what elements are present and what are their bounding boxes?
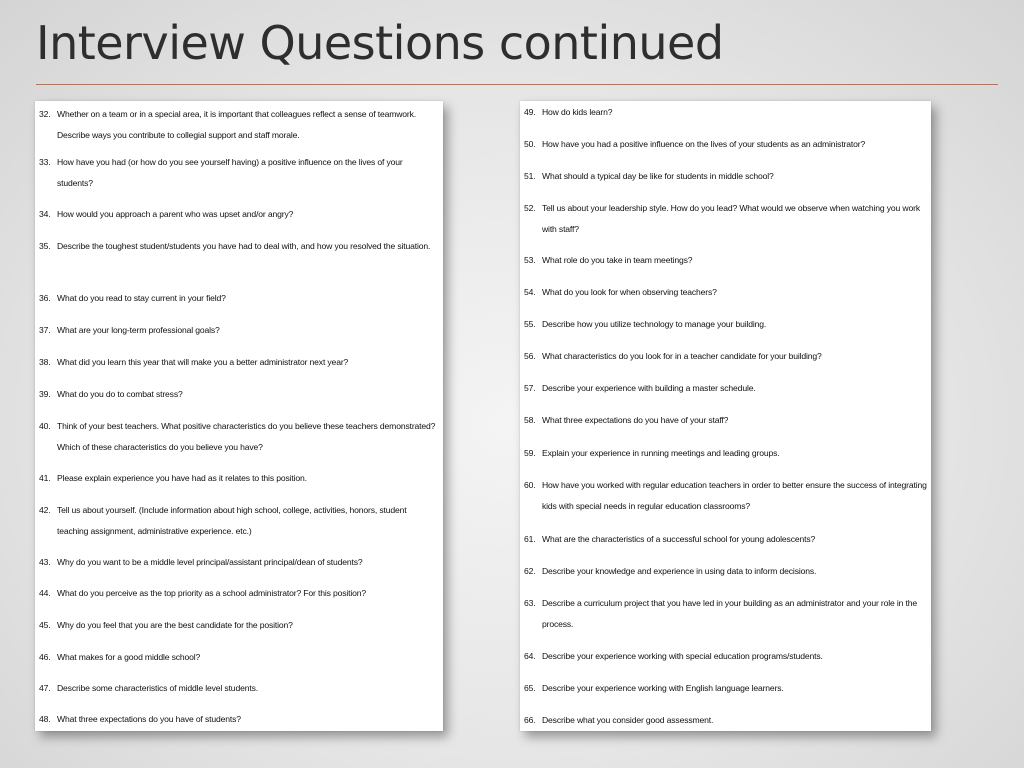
question-number: 59. xyxy=(524,448,536,458)
question-text: What should a typical day be like for students in middle school? xyxy=(542,171,774,181)
question-page-right xyxy=(520,101,931,731)
question-item xyxy=(39,152,439,194)
question-item xyxy=(524,198,927,240)
question-number: 36. xyxy=(39,293,51,303)
question-number: 47. xyxy=(39,683,51,693)
slide-title: Interview Questions continued xyxy=(36,16,724,70)
question-number: 49. xyxy=(524,107,536,117)
question-text: Describe your knowledge and experience in using data to inform decisions. xyxy=(542,566,817,576)
question-text: What characteristics do you look for in a teacher candidate for your building? xyxy=(542,351,822,361)
question-item xyxy=(39,709,439,730)
question-text: How have you had a positive influence on the lives of your students as an administrator? xyxy=(542,139,866,149)
question-text: Describe the toughest student/students you have had to deal with, and how you resolved the situation. xyxy=(57,241,431,251)
question-number: 38. xyxy=(39,357,51,367)
question-number: 46. xyxy=(39,652,51,662)
question-item xyxy=(39,288,439,309)
question-text: Describe how you utilize technology to manage your building. xyxy=(542,319,767,329)
question-text: Why do you want to be a middle level principal/assistant principal/dean of students? xyxy=(57,557,363,567)
question-item xyxy=(39,384,439,405)
question-text: What do you perceive as the top priority as a school administrator? For this position? xyxy=(57,588,367,598)
question-number: 32. xyxy=(39,109,51,119)
question-text: Think of your best teachers. What positive characteristics do you believe these teachers demonstrated? Which of these characteristics do you believe you have? xyxy=(57,421,436,452)
question-text: Why do you feel that you are the best candidate for the position? xyxy=(57,620,293,630)
question-text: What do you look for when observing teachers? xyxy=(542,287,717,297)
question-text: Describe your experience with building a master schedule. xyxy=(542,383,756,393)
question-number: 50. xyxy=(524,139,536,149)
question-page-left xyxy=(35,101,443,731)
question-text: Tell us about yourself. (Include information about high school, college, activities, honors, student teaching assignment, administrative experience. etc.) xyxy=(57,505,407,536)
question-text: Whether on a team or in a special area, it is important that colleagues reflect a sense of teamwork. Describe ways you contribute to collegial support and staff morale. xyxy=(57,109,417,140)
question-number: 51. xyxy=(524,171,536,181)
question-item xyxy=(524,166,927,187)
question-number: 61. xyxy=(524,534,536,544)
question-number: 60. xyxy=(524,480,536,490)
question-item xyxy=(39,678,439,699)
question-number: 37. xyxy=(39,325,51,335)
question-number: 43. xyxy=(39,557,51,567)
question-item xyxy=(39,320,439,341)
question-text: What three expectations do you have of your staff? xyxy=(542,415,729,425)
question-item xyxy=(524,250,927,271)
question-text: Tell us about your leadership style. How do you lead? What would we observe when watching you work with staff? xyxy=(542,203,920,234)
question-number: 55. xyxy=(524,319,536,329)
question-item xyxy=(39,552,439,573)
question-number: 48. xyxy=(39,714,51,724)
question-item xyxy=(39,500,439,542)
question-number: 33. xyxy=(39,157,51,167)
question-item xyxy=(524,646,927,667)
title-divider xyxy=(36,84,998,85)
question-text: What are the characteristics of a successful school for young adolescents? xyxy=(542,534,816,544)
question-text: What makes for a good middle school? xyxy=(57,652,201,662)
question-text: Describe what you consider good assessment. xyxy=(542,715,714,725)
question-number: 45. xyxy=(39,620,51,630)
question-text: Describe a curriculum project that you have led in your building as an administrator and your role in the process. xyxy=(542,598,917,629)
question-item xyxy=(39,104,439,146)
question-text: How do kids learn? xyxy=(542,107,613,117)
question-item xyxy=(39,416,439,458)
question-item xyxy=(524,710,927,731)
question-text: What do you do to combat stress? xyxy=(57,389,183,399)
question-number: 35. xyxy=(39,241,51,251)
question-number: 44. xyxy=(39,588,51,598)
question-item xyxy=(524,475,927,517)
question-number: 34. xyxy=(39,209,51,219)
question-text: What three expectations do you have of students? xyxy=(57,714,241,724)
question-number: 57. xyxy=(524,383,536,393)
question-number: 52. xyxy=(524,203,536,213)
question-item xyxy=(524,314,927,335)
question-item xyxy=(524,378,927,399)
question-text: What do you read to stay current in your field? xyxy=(57,293,226,303)
question-number: 58. xyxy=(524,415,536,425)
question-item xyxy=(524,410,927,431)
question-number: 64. xyxy=(524,651,536,661)
question-item xyxy=(524,134,927,155)
question-number: 63. xyxy=(524,598,536,608)
question-text: What role do you take in team meetings? xyxy=(542,255,693,265)
question-item xyxy=(524,346,927,367)
question-text: Please explain experience you have had as it relates to this position. xyxy=(57,473,307,483)
question-text: What did you learn this year that will make you a better administrator next year? xyxy=(57,357,349,367)
question-item xyxy=(39,352,439,373)
question-number: 41. xyxy=(39,473,51,483)
question-text: What are your long-term professional goals? xyxy=(57,325,220,335)
question-item xyxy=(524,561,927,582)
question-text: Explain your experience in running meetings and leading groups. xyxy=(542,448,780,458)
question-item xyxy=(524,102,927,123)
question-number: 66. xyxy=(524,715,536,725)
question-number: 40. xyxy=(39,421,51,431)
question-item xyxy=(39,204,439,225)
question-item xyxy=(39,468,439,489)
question-item xyxy=(524,678,927,699)
question-text: How would you approach a parent who was upset and/or angry? xyxy=(57,209,294,219)
question-number: 56. xyxy=(524,351,536,361)
question-text: Describe your experience working with special education programs/students. xyxy=(542,651,823,661)
question-number: 39. xyxy=(39,389,51,399)
question-text: Describe some characteristics of middle level students. xyxy=(57,683,258,693)
question-text: Describe your experience working with English language learners. xyxy=(542,683,784,693)
question-number: 54. xyxy=(524,287,536,297)
question-text: How have you had (or how do you see yourself having) a positive influence on the lives of your students? xyxy=(57,157,403,188)
question-item xyxy=(39,647,439,668)
question-number: 53. xyxy=(524,255,536,265)
question-item xyxy=(524,529,927,550)
question-item xyxy=(39,236,439,257)
question-item xyxy=(524,282,927,303)
question-number: 62. xyxy=(524,566,536,576)
question-item xyxy=(524,593,927,635)
question-number: 42. xyxy=(39,505,51,515)
question-text: How have you worked with regular education teachers in order to better ensure the success of integrating kids with special needs in regular education classrooms? xyxy=(542,480,927,511)
question-item xyxy=(524,443,927,464)
question-item xyxy=(39,615,439,636)
question-item xyxy=(39,583,439,604)
question-number: 65. xyxy=(524,683,536,693)
